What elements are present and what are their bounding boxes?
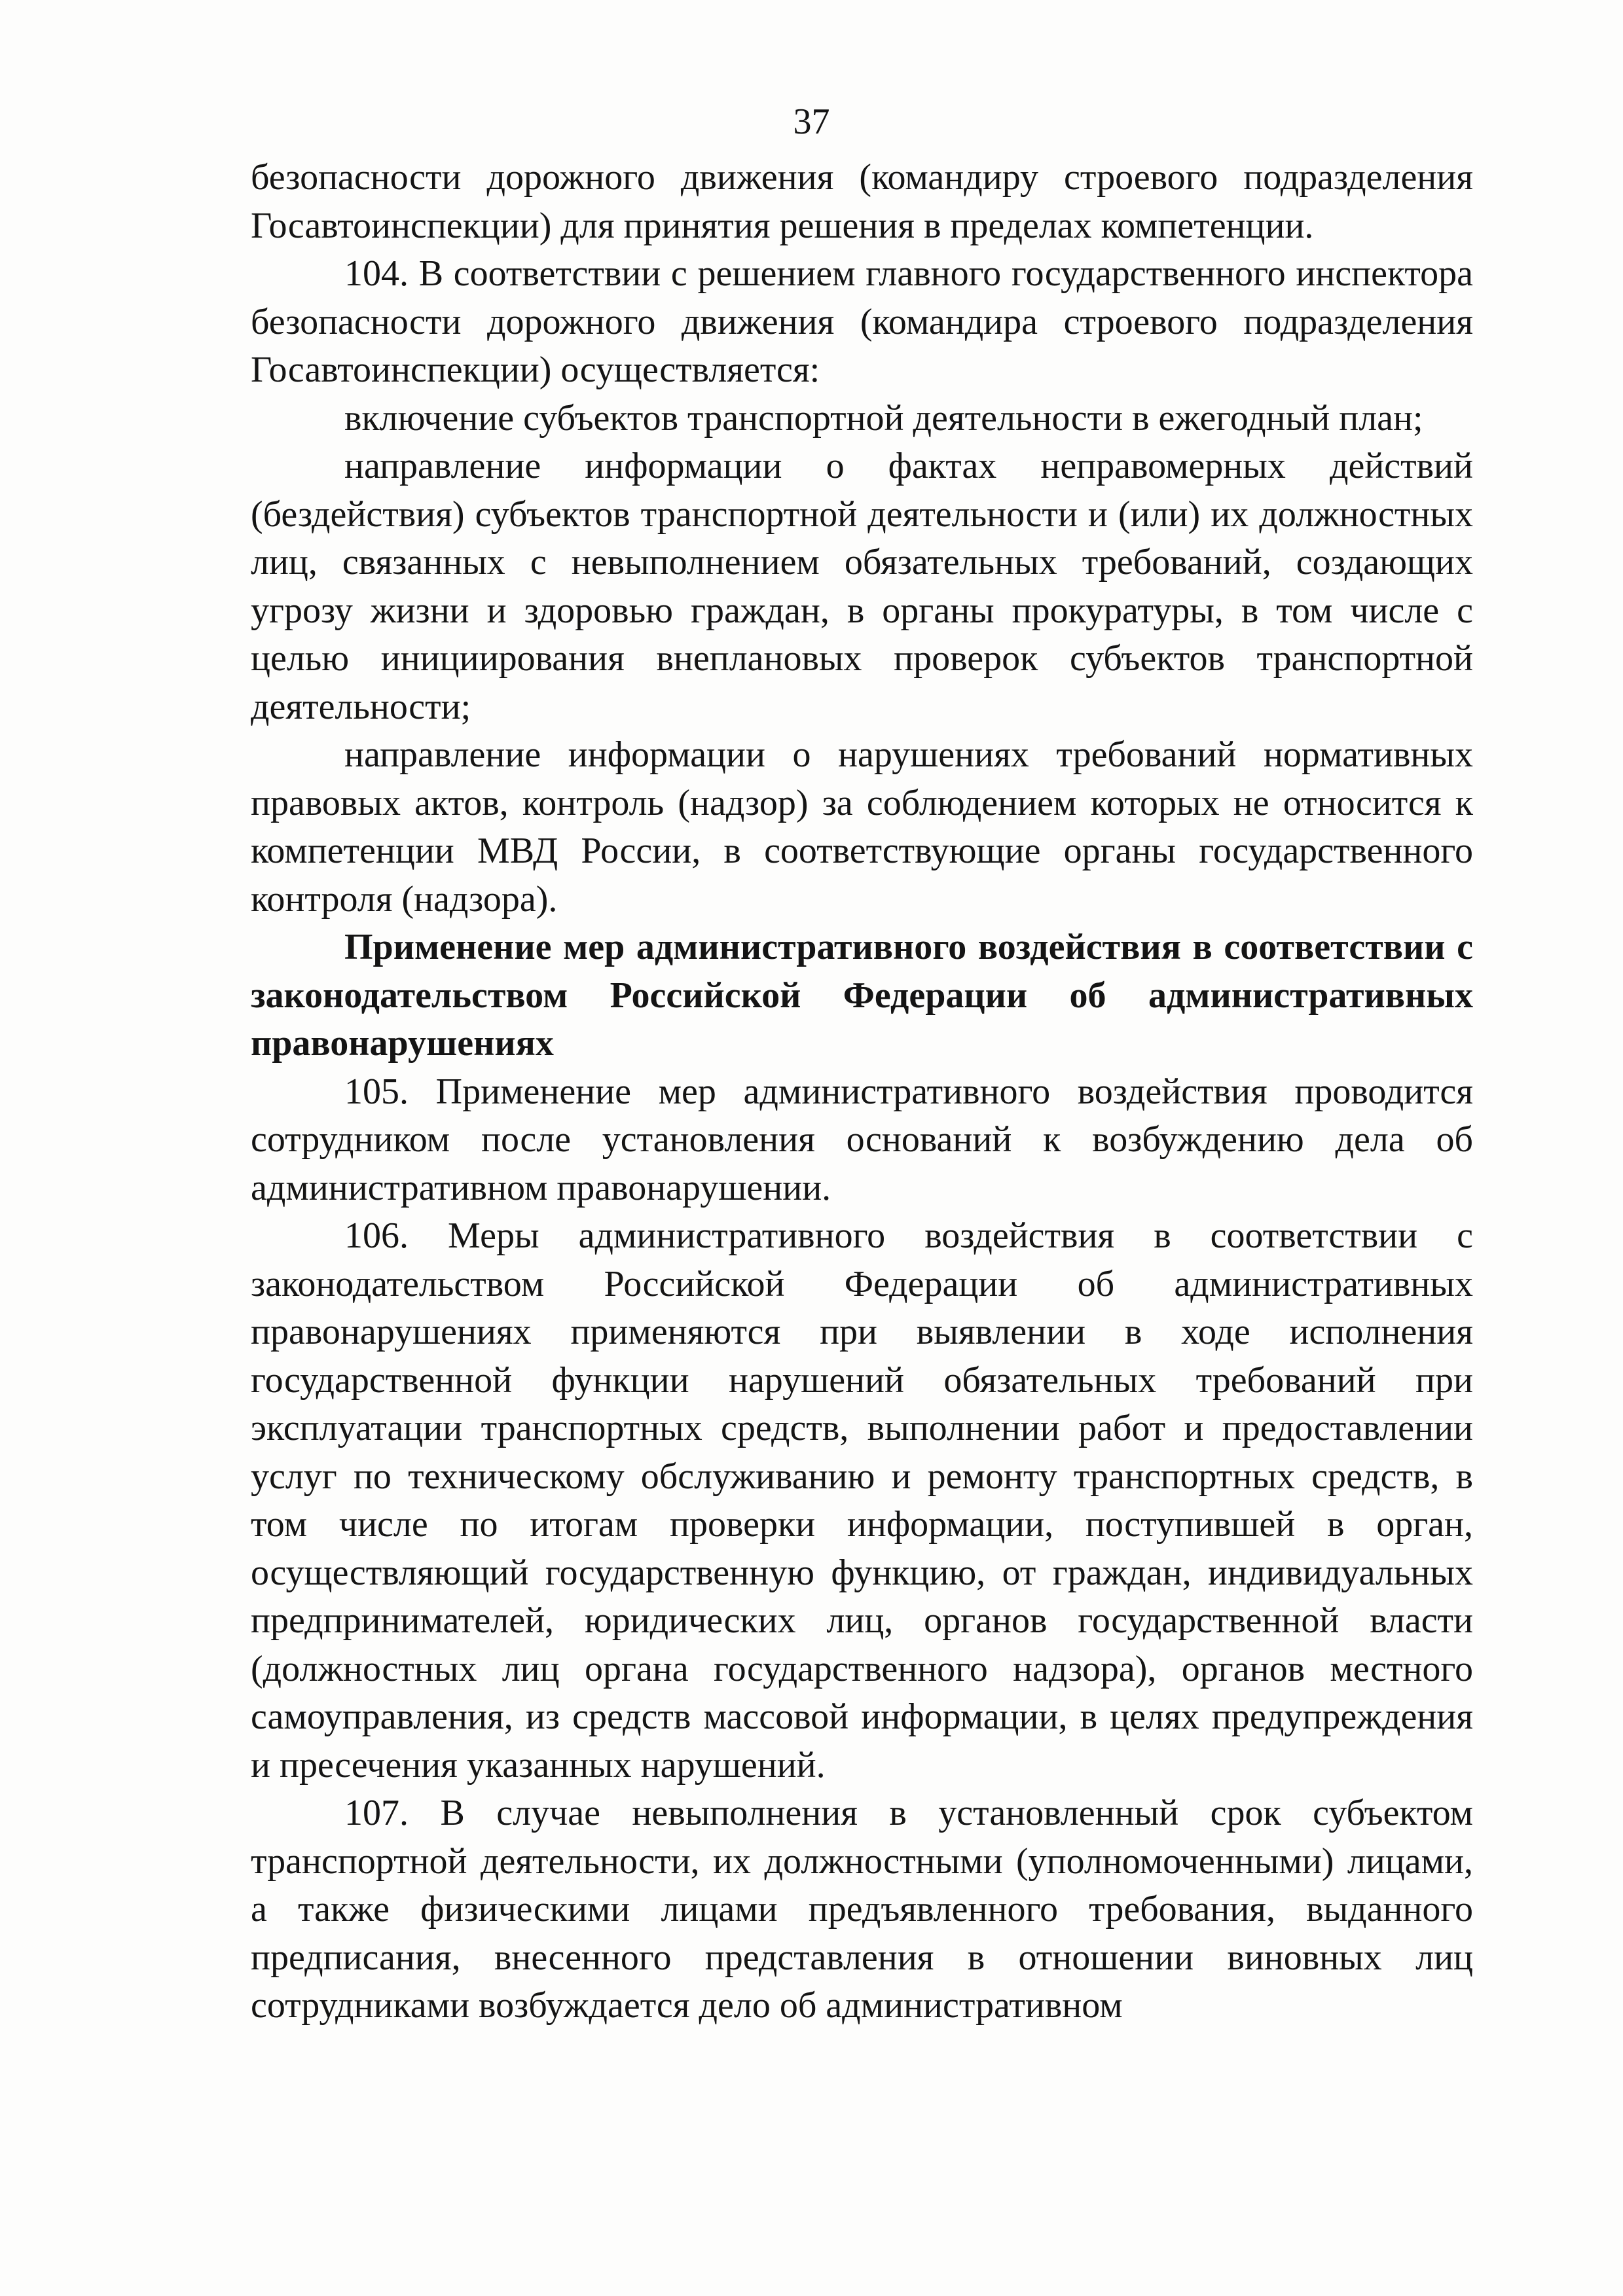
paragraph-number: 104. [344, 253, 409, 294]
paragraph-106 [251, 1212, 1473, 1789]
paragraph-item-prosecutor: направление информации о фактах неправомерных действий (бездействия) субъектов транспортной деятельности и (или) их должностных лиц, связанных с невыполнением обязательных требований, создающих угрозу жизни и здоровью граждан, в органы прокуратуры, в том числе с целью инициирования внеплановых проверок субъектов транспортной деятельности; [251, 446, 1473, 727]
paragraph-text: В случае невыполнения в установленный срок субъектом транспортной деятельности, их должностными (уполномоченными) лицами, а также физическими лицами предъявленного требования, выданного предписания, внесенного представления в отношении виновных лиц сотрудниками возбуждается дело об административном [251, 1793, 1473, 2026]
paragraph-number: 106. [344, 1215, 409, 1256]
paragraph-104 [251, 250, 1473, 395]
paragraph-text: В соответствии с решением главного государственного инспектора безопасности дорожного движения (командира строевого подразделения Госавтоинспекции) осуществляется: [251, 253, 1473, 390]
paragraph-text: Меры административного воздействия в соответствии с законодательством Российской Федерации об административных правонарушениях применяются при выявлении в ходе исполнения государственной функции нарушений обязательных требований при эксплуатации транспортных средств, выполнении работ и предоставлении услуг по техническому обслуживанию и ремонту транспортных средств, в том числе по итогам проверки информации, поступившей в орган, осуществляющий государственную функцию, от граждан, индивидуальных предпринимателей, юридических лиц, органов государственной власти (должностных лиц органа государственного надзора), органов местного самоуправления, из средств массовой информации, в целях предупреждения и пресечения указанных нарушений. [251, 1215, 1473, 1785]
paragraph-number: 107. [344, 1793, 409, 1833]
paragraph-105 [251, 1068, 1473, 1213]
paragraph-item-annual-plan: включение субъектов транспортной деятельности в ежегодный план; [344, 397, 1423, 439]
page-number: 37 [793, 101, 830, 142]
paragraph-continuation: безопасности дорожного движения (командиру строевого подразделения Госавтоинспекции) для принятия решения в пределах компетенции. [251, 157, 1473, 246]
paragraph-item-control-bodies: направление информации о нарушениях требований нормативных правовых актов, контроль (надзор) за соблюдением которых не относится к компетенции МВД России, в соответствующие органы государственного контроля (надзора). [251, 734, 1473, 920]
paragraph-107 [251, 1789, 1473, 2030]
section-heading: Применение мер административного воздействия в соответствии с законодательством Российской Федерации об административных правонарушениях [251, 927, 1473, 1064]
paragraph-number: 105. [344, 1071, 409, 1112]
paragraph-text: Применение мер административного воздействия проводится сотрудником после установления оснований к возбуждению дела об административном правонарушении. [251, 1071, 1474, 1208]
document-body [251, 154, 1473, 2030]
